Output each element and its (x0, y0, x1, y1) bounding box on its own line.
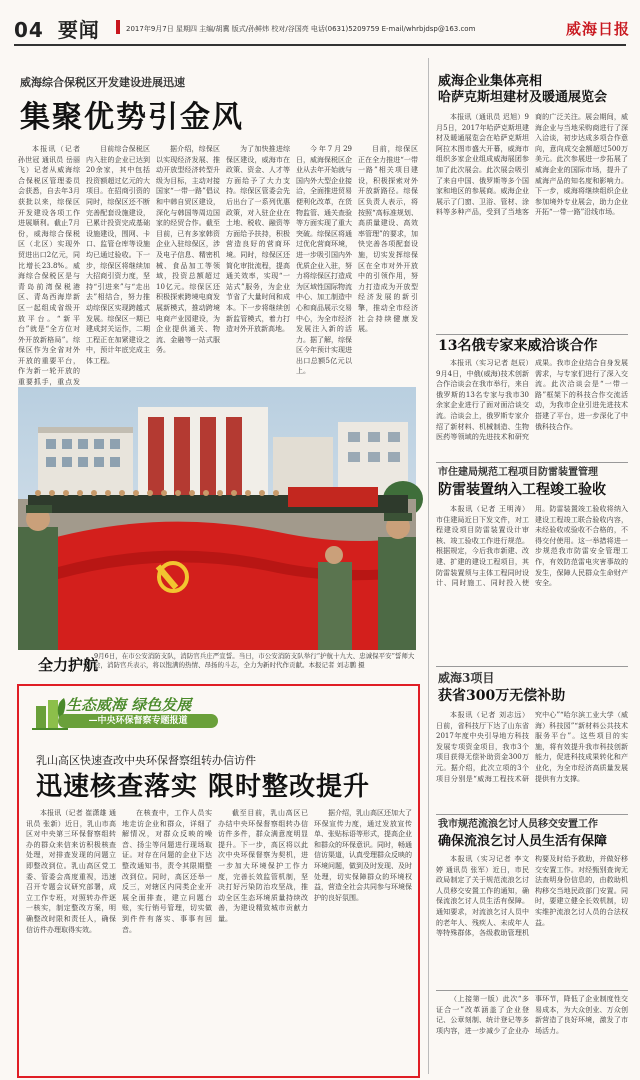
boxed-column-2: 在核查中，工作人员实地走访企业和群众，详细了解情况，对群众反映的噪音、扬尘等问题进行现场取证。对存在问题的企业下达整改通知书，责令其限期整改到位。同时，高区还举一反三，对辖区内同类企业开展全面排查，建立问题台账，实行销号管理，切实做到件件有落实、事事有回音。 (122, 809, 212, 934)
lead-column-3: 据介绍，综保区以实现经济发展、推动开放型经济转型升级为目标，主动对接国家“一带一路”倡议和中韩自贸区建设，深化与韩国等周边国家的经贸合作。截至目前，已有多家韩资企业入驻综保区，涉及电子信息、精密机械、食品加工等领域，投资总额超过10亿元。综保区还积极探索跨境电商发展新模式，推动跨境电商产业园建设，为企业提供通关、物流、金融等一站式服务。 (156, 145, 220, 355)
header-rule (14, 44, 626, 46)
separator-3 (436, 666, 628, 667)
right-story5-kicker: 我市规范流浪乞讨人员移交安置工作 (438, 819, 598, 830)
photo-caption: 9月6日，在市公安消防支队，消防官兵庄严宣誓。当日，市公安消防支队举行“护航十九大、忠诚保平安”誓师大会，消防官兵表示，将以饱满的热情、昂扬的斗志，全力为新时代作贡献。本报记者 刘志鹏 摄 (94, 652, 415, 669)
right-story5-headline: 确保流浪乞讨人员生活有保障 (438, 834, 608, 849)
page-number (14, 14, 100, 43)
right-story1-headline: 哈萨克斯坦建材及暖通展览会 (438, 90, 608, 105)
masthead: 威海日报 (566, 20, 631, 38)
photo-label: 全力护航 (38, 656, 99, 674)
news-photo (18, 387, 416, 650)
page-header (0, 0, 640, 46)
right-story4-kicker: 威海3项目 (438, 671, 495, 685)
lead-column-5: 今年7月29日，威海保税区企业从去年开始就与国内外大型企业接洽，全面推进贸易便利化改革，在货物监管、通关查验等方面实现了重大突破。综保区将通过优化营商环境，进一步吸引国内外优质企业入驻，努力将综保区打造成为区域性国际物流中心、加工制造中心和商品展示交易中心，为全市经济发展注入新的活力。据了解，综保区今年预计实现进出口总额5亿元以上。 (296, 145, 352, 376)
right-story4-headline: 获省300万无偿补助 (438, 688, 566, 704)
eco-banner-title: 生态威海 绿色发展 (66, 696, 192, 714)
lead-column-4: 为了加快推进综保区建设，威海市在政策、资金、人才等方面给予了大力支持。综保区管委会先后出台了一系列优惠政策，对入驻企业在土地、税收、融资等方面给予扶持，积极营造良好的营商环境。同时，综保区还简化审批流程，提高通关效率，实现“一站式”服务，为企业节省了大量时间和成本。下一步将继续创新监管模式，着力打造对外开放新高地。 (226, 145, 290, 334)
boxed-kicker: 乳山高区快速查改中央环保督察组转办信访件 (36, 754, 256, 767)
section-name: 要闻 (57, 18, 100, 42)
right-story3-kicker: 市住建局规范工程项目防雷装置管理 (438, 467, 598, 478)
eco-banner-subtitle: —中央环保督察专题报道 (58, 714, 218, 728)
boxed-headline: 迅速核查落实 限时整改提升 (36, 772, 371, 802)
boxed-column-3: 截至目前，乳山高区已办结中央环保督察组转办信访件多件，群众满意度明显提升。下一步，高区将以此次中央环保督察为契机，进一步加大环境保护工作力度，完善长效监管机制，坚决打好污染防治攻坚战，推动全区生态环境质量持续改善，为建设精致城市贡献力量。 (218, 809, 308, 923)
separator-1 (436, 334, 628, 335)
boxed-column-1: 本报讯（记者 崔潇雄 通讯员 张新）近日，乳山市高区对中央第三环保督察组转办的群众来信来访积极核查处理，对排查发现的问题立即整改到位。乳山高区党工委、管委会高度重视，迅速召开专题会议研究部署，成立工作专班，对照转办件逐一核实，制定整改方案，明确整改时限和责任人，确保信访件办理取得实效。 (26, 809, 116, 934)
lead-column-6: 目前，综保区正在全力推进“一带一路”相关项目建设，积极探索对外开放新路径。综保区负责人表示，将按照“高标准规划、高质量建设、高效率管理”的要求，加快完善各项配套设施，切实发挥综保区在全市对外开放中的引领作用，努力打造成为开放型经济发展的新引擎，推动全市经济社会持续健康发展。 (358, 145, 418, 334)
photo-illustration (18, 387, 416, 650)
lead-headline: 集聚优势引金风 (20, 100, 244, 135)
separator-5 (436, 990, 628, 991)
right-story4-body: 本报讯（记者 刘志远）日前，省科技厅下达了山东省2017年度中央引导地方科技发展专项资金项目，我市3个项目获得无偿补助资金300万元。据介绍，此次立项的3个项目分别是“威海工程技术研究中心”“哈尔滨工业大学（威海）科技园”“新材料公共技术服务平台”。这些项目的实施，将有效提升我市科技创新能力，促进科技成果转化和产业化，为全市经济高质量发展提供有力支撑。 (436, 711, 628, 783)
lead-kicker: 威海综合保税区开发建设进展迅速 (20, 76, 185, 89)
separator-4 (436, 814, 628, 815)
right-story2-body: 本报讯（实习记者 赵辰）9月4日，中俄(威海)技术创新合作洽谈会在我市举行，来自俄罗斯的13名专家与我市30余家企业进行了面对面洽谈交流。洽谈会上，俄罗斯专家介绍了新材料、机械制造、生物医药等领域的先进技术和研究成果。我市企业结合自身发展需求，与专家们进行了深入交流。此次洽谈会是“一带一路”框架下的科技合作交流活动，为我市企业引进先进技术搭建了平台，进一步深化了中俄科技合作。 (436, 359, 628, 442)
right-story2-headline: 13名俄专家来威洽谈合作 (438, 338, 598, 354)
right-story5-body: 本报讯（实习记者 李文婷 通讯员 张军）近日，市民政局制定了关于规范流浪乞讨人员移交安置工作的通知，确保流浪乞讨人员生活有保障。通知要求，对流浪乞讨人员中的老年人、残疾人、未成年人等特殊群体，各级救助管理机构要及时给予救助，并做好移交安置工作。对经甄别查询无法查明身份信息的，由救助机构移交当地民政部门安置。同时，要建立健全长效机制，切实维护流浪乞讨人员的合法权益。 (436, 855, 628, 938)
lead-column-1: 本报讯（记者 孙世冠 通讯员 岳丽飞）记者从威海综合保税区管理委员会获悉，自去年3月获批以来，综保区开发建设各项工作进展顺利。截止7月份，威海综合保税区（北区）实现外贸进出口2亿元，同比增长23.8%。威海综合保税区是与青岛前湾保税港区、青岛西海岸新区一起组成省级开放平台。“新平台”就是“全方位对外开放新格局”。综保区作为全省对外开放的重要平台，作为新一轮开放的重要抓手，重点发 (18, 145, 80, 387)
column-divider (428, 58, 429, 1074)
continued-story: （上接第一版）此次“多证合一”改革涵盖了企业登记、公章刻制、统计登记等多项内容，进一步减少了企业办事环节，降低了企业制度性交易成本，为大众创业、万众创新营造了良好环境，激发了市场活力。 (436, 995, 628, 1035)
right-story1-body: 本报讯（通讯员 迟旭）9月5日，2017年哈萨克斯坦建材及暖通展览会在哈萨克斯坦阿拉木图市盛大开幕，威海市组织多家企业组成威海展团参加了此次展会。此次展会吸引了来自中国、俄罗斯等多个国家和地区的参展商。威海企业展示了门窗、卫浴、管材、涂料等多种产品，受到了当地客商的广泛关注。展会期间，威海企业与当地采购商进行了深入洽谈，初步达成多项合作意向，意向成交金额超过500万美元。此次参展进一步拓展了威海企业的国际市场，提升了威海产品的知名度和影响力。下一步，威海将继续组织企业参加境外专业展会，助力企业开拓“一带一路”沿线市场。 (436, 113, 628, 217)
header-red-bar (116, 20, 120, 34)
lead-column-2: 目前综合保税区内入驻的企业已达到20余家，其中包括投资额超过亿元的大项目。在招商引资的同时，综保区还不断完善配套设施建设，已累计投资完成基础设施建设，围网、卡口、监管仓库等设施均已通过验收。下一步，综保区将继续加大招商引资力度，坚持“引进来”与“走出去”相结合，努力推动综保区实现跨越式发展。综保区一期已建成封关运作，二期工程正在加紧建设之中，预计年底完成主体工程。 (86, 145, 150, 365)
header-meta: 2017年9月7日 星期四 主编/胡冀 版式/孙鲜炜 校对/谷国亮 电话(0631)5209759 E-mail/whrbjdsp@163.com (126, 25, 476, 33)
separator-2 (436, 462, 628, 463)
page-number-value: 04 (14, 18, 44, 42)
right-story1-kicker: 威海企业集体亮相 (438, 74, 543, 89)
right-story3-body: 本报讯（记者 王明涛）市住建局近日下发文件，对工程建设项目防雷装置设计审核、竣工验收工作进行规范。根据规定，今后我市新建、改建、扩建的建设工程项目，其防雷装置须与主体工程同时设计、同时施工、同时投入使用。防雷装置竣工验收将纳入建设工程竣工联合验收内容，未经验收或验收不合格的，不得交付使用。这一举措将进一步规范我市防雷安全管理工作，有效防范雷电灾害事故的发生，保障人民群众生命财产安全。 (436, 505, 628, 588)
boxed-column-4: 据介绍，乳山高区还加大了环保宣传力度，通过发放宣传单、张贴标语等形式，提高企业和群众的环保意识。同时，畅通信访渠道，认真受理群众反映的环境问题，做到及时发现、及时处理，切实保障群众的环境权益，营造全社会共同参与环境保护的良好氛围。 (314, 809, 412, 902)
right-story3-headline: 防雷装置纳入工程竣工验收 (438, 482, 606, 498)
